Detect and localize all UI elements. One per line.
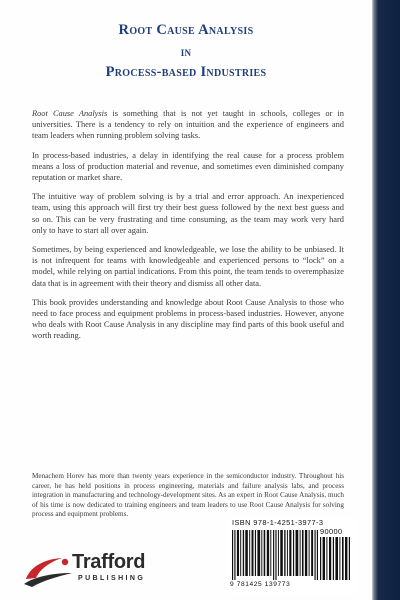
title-line-3: Process-based Industries xyxy=(105,64,267,80)
paragraph-3: The intuitive way of problem solving is by a trial and error approach. An inexperienced team, using this approach will first try their best guess followed by the next best guess and so on. This can be very frustrating and time consuming, as the team may work very hard only to have to start all over again. xyxy=(32,192,344,235)
publisher-name: Trafford xyxy=(72,551,146,573)
barcode-block xyxy=(228,518,356,594)
title-line-1: Root Cause Analysis xyxy=(118,22,254,38)
author-bio: Menachem Horev has more than twenty years experience in the semiconductor industry. Throughout his career, he has held positions in process engineering, materials and failure analysis labs, and process integration in manufacturing and technology-development sites. As an expert in Root Cause Analysis, much of his time is now dedicated to training engineers and team leaders to use Root Cause Analysis for solving process and equipment problems. xyxy=(32,472,344,519)
price-barcode-icon xyxy=(320,537,352,580)
isbn-text: ISBN 978-1-4251-3977-3 xyxy=(232,518,324,527)
ean-digits: 9 781425 139773 xyxy=(230,581,291,588)
ean-barcode-icon xyxy=(232,530,318,580)
paragraph-5: This book provides understanding and knowledge about Root Cause Analysis to those who need to face process and equipment problems in process-based industries. However, anyone who deals with Root Cause Analysis in any discipline may find parts of this book useful and worth reading. xyxy=(32,297,344,341)
spine-edge xyxy=(372,0,400,600)
price-code: 90000 xyxy=(320,527,343,536)
paragraph-2: In process-based industries, a delay in identifying the real cause for a process problem means a loss of production material and revenue, and sometimes even diminished company reputation or market share. xyxy=(32,150,344,183)
paragraph-1-emphasis: Root Cause Analysis xyxy=(32,109,108,118)
title-line-2: in xyxy=(180,44,192,59)
paragraph-1-text: is something that is not yet taught in schools, colleges or in universities. There is a tendency to rely on intuition and the experience of engineers and team leaders when running problem solving tasks. xyxy=(32,109,344,141)
paragraph-4: Sometimes, by being experienced and knowledgeable, we lose the ability to be unbiased. It is not infrequent for teams with knowledgeable and experienced persons to “lock” on a model, while relying on partial indications. From this point, the team tends to overemphasize data that is in agreement with their theory and dismiss all other data. xyxy=(32,245,344,288)
trafford-swoosh-icon xyxy=(22,553,74,589)
paragraph-1 xyxy=(32,108,344,142)
publisher-tagline: PUBLISHING xyxy=(78,575,146,582)
description xyxy=(32,108,344,342)
publisher-logo xyxy=(22,551,192,591)
